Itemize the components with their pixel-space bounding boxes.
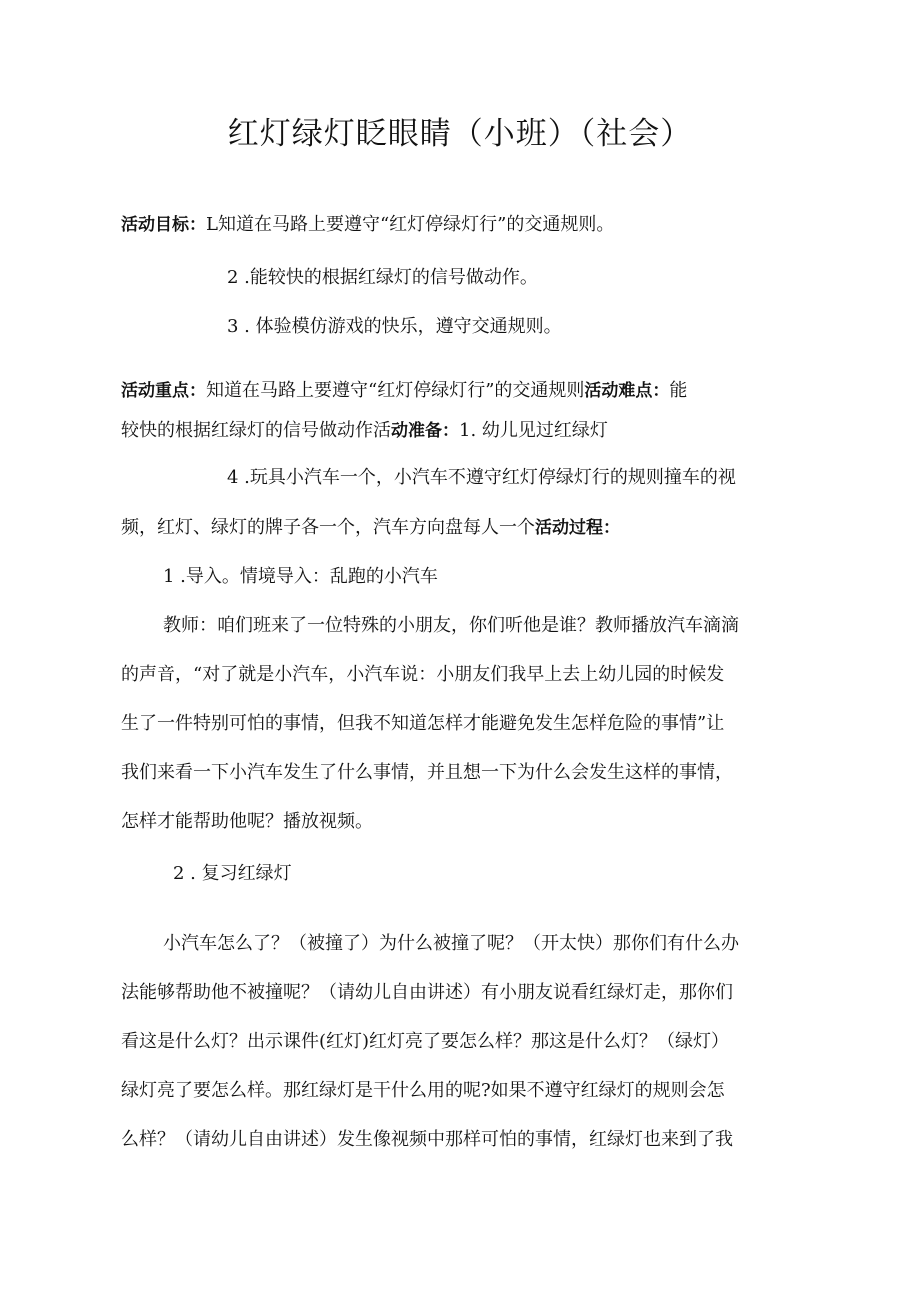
objectives-label: 活动目标： bbox=[121, 215, 206, 235]
objective-1: L知道在马路上要遵守“红灯停绿灯行”的交通规则。 bbox=[206, 214, 615, 235]
prep-label: 动准备： bbox=[391, 421, 459, 441]
prep-item-4-text: 频，红灯、绿灯的牌子各一个，汽车方向盘每人一个 bbox=[121, 517, 535, 538]
step1-para-line-1 bbox=[163, 614, 800, 638]
process-label: 活动过程： bbox=[535, 518, 620, 538]
prep-item-4-cont bbox=[121, 516, 620, 540]
step1-heading: 1 .导入。情境导入：乱跑的小汽车 bbox=[163, 566, 438, 587]
step2-para-line-1: 小汽车怎么了？（被撞了）为什么被撞了呢？（开太快）那你们有什么办 bbox=[163, 933, 739, 954]
step2-para-line-3: 看这是什么灯？出示课件(红灯)红灯亮了要怎么样？那这是什么灯？（绿灯） bbox=[121, 1031, 730, 1052]
focus-label: 活动重点： bbox=[121, 381, 206, 401]
focus-line bbox=[121, 379, 687, 403]
difficulty-text-a: 能 bbox=[669, 380, 688, 401]
objectives-line-1 bbox=[121, 213, 614, 237]
step2-para-line-4: 绿灯亮了要怎么样。那红绿灯是干什么用的呢?如果不遵守红绿灯的规则会怎 bbox=[121, 1080, 725, 1101]
prep-text: 1. 幼儿见过红绿灯 bbox=[459, 420, 608, 441]
step1-para-line-3: 生了一件特别可怕的事情，但我不知道怎样才能避免发生怎样危险的事情”让 bbox=[121, 713, 725, 734]
page-title: 红灯绿灯眨眼睛（小班）（社会） bbox=[227, 116, 693, 152]
prep-item-4: 4 .玩具小汽车一个，小汽车不遵守红灯停绿灯行的规则撞车的视 bbox=[227, 467, 736, 488]
objective-3: 3 . 体验模仿游戏的快乐，遵守交通规则。 bbox=[227, 316, 562, 337]
difficulty-text-b: 较快的根据红绿灯的信号做动作活 bbox=[121, 420, 391, 441]
step1-para-text-1: 教师：咱们班来了一位特殊的小朋友，你们听他是谁？教师播放汽车滴滴 bbox=[163, 615, 739, 636]
focus-text: 知道在马路上要遵守“红灯停绿灯行”的交通规则 bbox=[206, 380, 585, 401]
difficulty-label: 活动难点： bbox=[584, 381, 670, 401]
step2-heading: 2 . 复习红绿灯 bbox=[173, 863, 292, 884]
step2-para-line-2: 法能够帮助他不被撞呢？（请幼儿自由讲述）有小朋友说看红绿灯走，那你们 bbox=[121, 982, 733, 1003]
step1-para-line-2: 的声音，“对了就是小汽车，小汽车说：小朋友们我早上去上幼儿园的时候发 bbox=[121, 664, 725, 685]
step2-para-line-5: 么样？（请幼儿自由讲述）发生像视频中那样可怕的事情，红绿灯也来到了我 bbox=[121, 1129, 733, 1150]
objective-2: 2 .能较快的根据红绿灯的信号做动作。 bbox=[227, 267, 538, 288]
step1-para-line-5: 怎样才能帮助他呢？播放视频。 bbox=[121, 811, 373, 832]
step1-para-line-4: 我们来看一下小汽车发生了什么事情，并且想一下为什么会发生这样的事情， bbox=[121, 762, 733, 783]
difficulty-prep-line bbox=[121, 419, 608, 443]
